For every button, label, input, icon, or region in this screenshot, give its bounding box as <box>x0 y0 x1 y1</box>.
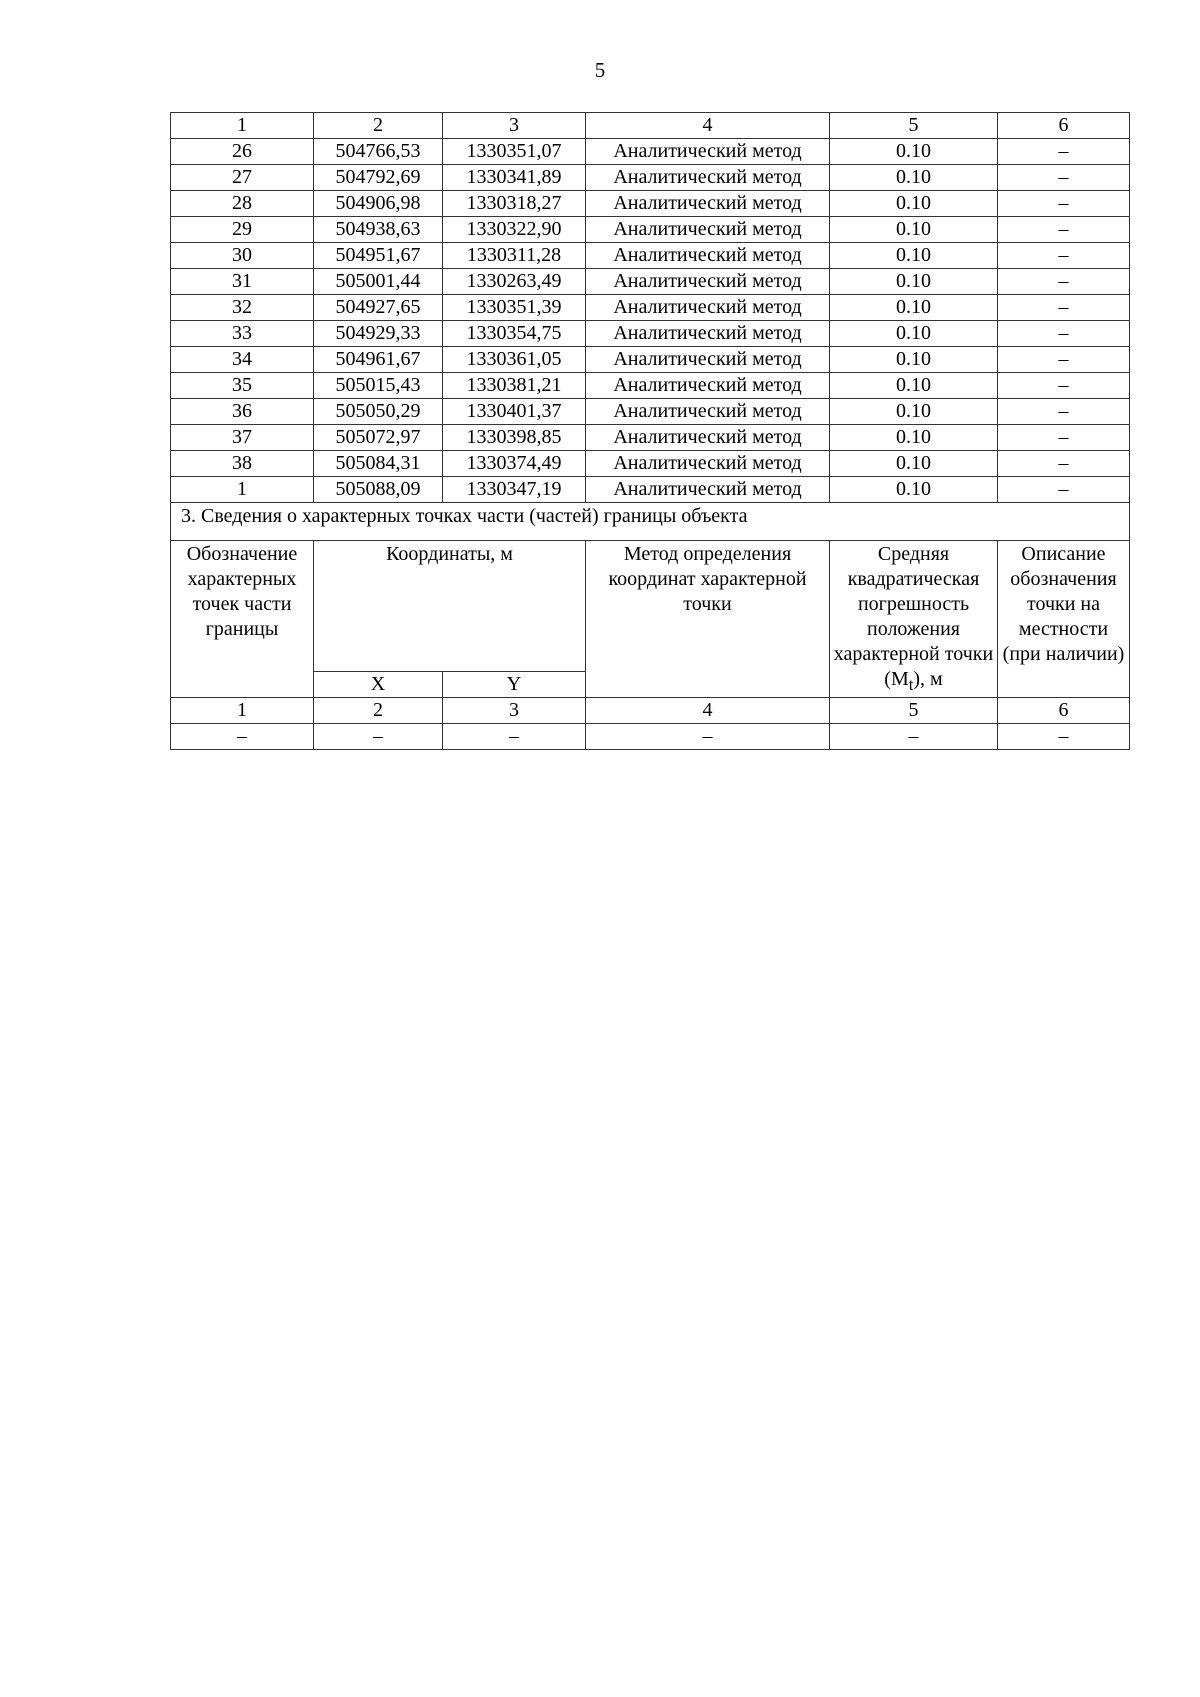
empty-cell: – <box>586 724 830 750</box>
table-row <box>171 165 1130 191</box>
coord-y: 1330381,21 <box>443 373 586 399</box>
coord-y: 1330361,05 <box>443 347 586 373</box>
coord-y: 1330263,49 <box>443 269 586 295</box>
description: – <box>998 139 1130 165</box>
col-number: 6 <box>998 698 1130 724</box>
header-error-text: Средняя квадратическая погрешность положения характерной точки (M <box>833 543 994 690</box>
table-row <box>171 191 1130 217</box>
error-value: 0.10 <box>830 165 998 191</box>
error-value: 0.10 <box>830 139 998 165</box>
description: – <box>998 451 1130 477</box>
empty-cell: – <box>171 724 314 750</box>
method: Аналитический метод <box>586 347 830 373</box>
method: Аналитический метод <box>586 165 830 191</box>
col-number: 2 <box>314 698 443 724</box>
coord-y: 1330347,19 <box>443 477 586 503</box>
point-number: 35 <box>171 373 314 399</box>
col-number: 5 <box>830 113 998 139</box>
error-value: 0.10 <box>830 295 998 321</box>
coord-x: 504951,67 <box>314 243 443 269</box>
header-designation: Обозначение характерных точек части границы <box>171 541 314 698</box>
coord-y: 1330318,27 <box>443 191 586 217</box>
header-error-tail: ), м <box>913 668 943 690</box>
table-row <box>171 243 1130 269</box>
method: Аналитический метод <box>586 425 830 451</box>
table-row <box>171 477 1130 503</box>
table-row <box>171 425 1130 451</box>
coord-y: 1330341,89 <box>443 165 586 191</box>
description: – <box>998 217 1130 243</box>
coord-x: 505050,29 <box>314 399 443 425</box>
error-value: 0.10 <box>830 243 998 269</box>
method: Аналитический метод <box>586 269 830 295</box>
coord-y: 1330374,49 <box>443 451 586 477</box>
table-row <box>171 139 1130 165</box>
method: Аналитический метод <box>586 451 830 477</box>
table-row <box>171 451 1130 477</box>
description: – <box>998 399 1130 425</box>
coord-x: 505001,44 <box>314 269 443 295</box>
method: Аналитический метод <box>586 477 830 503</box>
coord-x: 504961,67 <box>314 347 443 373</box>
point-number: 1 <box>171 477 314 503</box>
error-value: 0.10 <box>830 191 998 217</box>
coordinates-table <box>170 112 1130 750</box>
error-value: 0.10 <box>830 451 998 477</box>
table-row <box>171 399 1130 425</box>
coord-x: 505072,97 <box>314 425 443 451</box>
coord-x: 504938,63 <box>314 217 443 243</box>
header-error <box>830 541 998 698</box>
description: – <box>998 321 1130 347</box>
empty-cell: – <box>830 724 998 750</box>
table-row <box>171 295 1130 321</box>
point-number: 26 <box>171 139 314 165</box>
col-number: 1 <box>171 698 314 724</box>
table-row <box>171 269 1130 295</box>
header-x: X <box>314 671 443 697</box>
point-number: 29 <box>171 217 314 243</box>
coord-x: 504792,69 <box>314 165 443 191</box>
error-value: 0.10 <box>830 217 998 243</box>
coord-x: 505084,31 <box>314 451 443 477</box>
header-error-subscript: t <box>908 675 914 694</box>
point-number: 30 <box>171 243 314 269</box>
coord-x: 505088,09 <box>314 477 443 503</box>
description: – <box>998 269 1130 295</box>
col-number: 5 <box>830 698 998 724</box>
coord-x: 505015,43 <box>314 373 443 399</box>
description: – <box>998 425 1130 451</box>
description: – <box>998 347 1130 373</box>
coord-y: 1330322,90 <box>443 217 586 243</box>
coord-y: 1330311,28 <box>443 243 586 269</box>
table-row <box>171 347 1130 373</box>
coord-x: 504906,98 <box>314 191 443 217</box>
table-row <box>171 217 1130 243</box>
description: – <box>998 191 1130 217</box>
point-number: 31 <box>171 269 314 295</box>
point-number: 37 <box>171 425 314 451</box>
header-method: Метод определения координат характерной точки <box>586 541 830 698</box>
method: Аналитический метод <box>586 243 830 269</box>
error-value: 0.10 <box>830 269 998 295</box>
coord-y: 1330398,85 <box>443 425 586 451</box>
coord-x: 504927,65 <box>314 295 443 321</box>
description: – <box>998 295 1130 321</box>
method: Аналитический метод <box>586 217 830 243</box>
point-number: 33 <box>171 321 314 347</box>
empty-cell: – <box>443 724 586 750</box>
description: – <box>998 243 1130 269</box>
section-column-number-row <box>171 698 1130 724</box>
error-value: 0.10 <box>830 425 998 451</box>
page-number: 5 <box>594 58 606 82</box>
col-number: 4 <box>586 113 830 139</box>
col-number: 1 <box>171 113 314 139</box>
header-description: Описание обозначения точки на местности (при наличии) <box>998 541 1130 698</box>
coord-y: 1330351,07 <box>443 139 586 165</box>
empty-cell: – <box>998 724 1130 750</box>
header-y: Y <box>443 671 586 697</box>
coord-y: 1330354,75 <box>443 321 586 347</box>
col-number: 4 <box>586 698 830 724</box>
point-number: 28 <box>171 191 314 217</box>
section-title: 3. Сведения о характерных точках части (частей) границы объекта <box>171 503 1130 541</box>
method: Аналитический метод <box>586 295 830 321</box>
section-title-row <box>171 503 1130 541</box>
col-number: 3 <box>443 698 586 724</box>
point-number: 34 <box>171 347 314 373</box>
method: Аналитический метод <box>586 139 830 165</box>
error-value: 0.10 <box>830 347 998 373</box>
coord-x: 504929,33 <box>314 321 443 347</box>
method: Аналитический метод <box>586 373 830 399</box>
table-row <box>171 373 1130 399</box>
error-value: 0.10 <box>830 399 998 425</box>
description: – <box>998 165 1130 191</box>
error-value: 0.10 <box>830 373 998 399</box>
col-number: 3 <box>443 113 586 139</box>
coord-y: 1330401,37 <box>443 399 586 425</box>
header-coordinates: Координаты, м <box>314 541 586 672</box>
point-number: 36 <box>171 399 314 425</box>
table-row <box>171 321 1130 347</box>
method: Аналитический метод <box>586 321 830 347</box>
section-header-row <box>171 541 1130 672</box>
point-number: 38 <box>171 451 314 477</box>
error-value: 0.10 <box>830 321 998 347</box>
point-number: 32 <box>171 295 314 321</box>
point-number: 27 <box>171 165 314 191</box>
section-empty-row <box>171 724 1130 750</box>
method: Аналитический метод <box>586 191 830 217</box>
method: Аналитический метод <box>586 399 830 425</box>
col-number: 6 <box>998 113 1130 139</box>
coord-x: 504766,53 <box>314 139 443 165</box>
error-value: 0.10 <box>830 477 998 503</box>
description: – <box>998 373 1130 399</box>
description: – <box>998 477 1130 503</box>
col-number: 2 <box>314 113 443 139</box>
empty-cell: – <box>314 724 443 750</box>
column-number-row <box>171 113 1130 139</box>
coord-y: 1330351,39 <box>443 295 586 321</box>
